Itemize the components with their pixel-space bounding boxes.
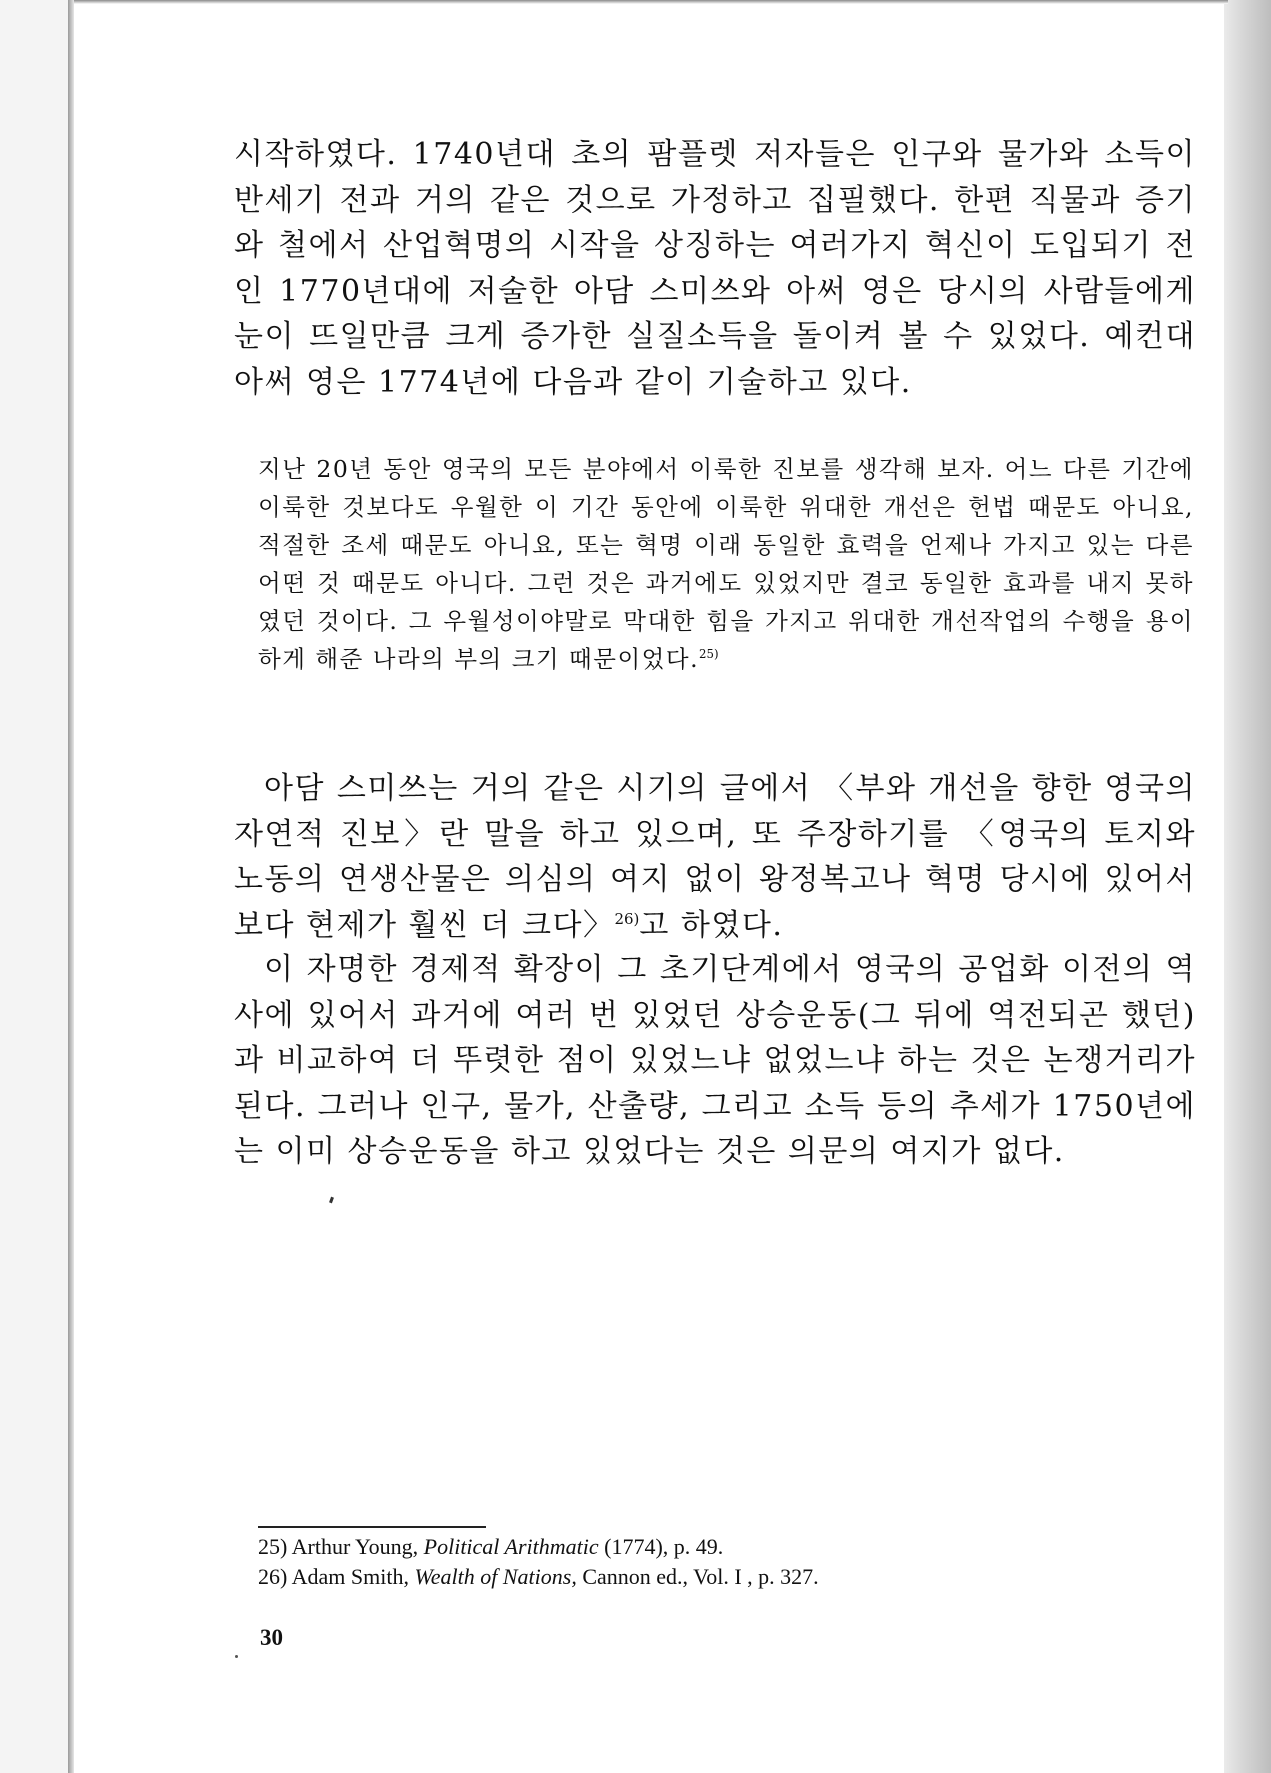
body-paragraph-3: 이 자명한 경제적 확장이 그 초기단계에서 영국의 공업화 이전의 역사에 있어서 과거에 여러 번 있었던 상승운동(그 뒤에 역전되곤 했던)과 비교하여 더 뚜렷한 점이 있었느냐 없었느냐 하는 것은 논쟁거리가 된다. 그러나 인구, 물가, 산출량, 그리고 소득 등의 추세가 1750년에는 이미 상승운동을 하고 있었다는 것은 의문의 여지가 없다.: [234, 952, 1196, 1169]
stray-speck: [235, 1655, 238, 1658]
footnote-ref-25: 25): [699, 647, 719, 662]
footnote-details: (1774), p. 49.: [604, 1534, 724, 1559]
body-paragraph-2-end: 고 하였다.: [639, 907, 784, 943]
footnote-number: 25): [258, 1534, 288, 1559]
footnote-title: Wealth of Nations,: [414, 1564, 577, 1589]
block-quote-text: 지난 20년 동안 영국의 모든 분야에서 이룩한 진보를 생각해 보자. 어느 다른 기간에 이룩한 것보다도 우월한 이 기간 동안에 이룩한 위대한 개선은 헌법 때문도 아니요, 적절한 조세 때문도 아니요, 또는 혁명 이래 동일한 효력을 언제나 가지고 있는 다른 어떤 것 때문도 아니다. 그런 것은 과거에도 있었지만 결코 동일한 효과를 내지 못하였던 것이다. 그 우월성이야말로 막대한 힘을 가지고 위대한 개선작업의 수행을 용이하게 해준 나라의 부의 크기 때문이었다.: [258, 455, 1194, 673]
footnote-details: Cannon ed., Vol. I , p. 327.: [582, 1564, 819, 1589]
body-paragraph-2: [234, 766, 1196, 948]
book-page: [74, 4, 1224, 1773]
body-paragraph-1: 시작하였다. 1740년대 초의 팜플렛 저자들은 인구와 물가와 소득이 반세기 전과 거의 같은 것으로 가정하고 집필했다. 한편 직물과 증기와 철에서 산업혁명의 시작을 상징하는 여러가지 혁신이 도입되기 전인 1770년대에 저술한 아담 스미쓰와 아써 영은 당시의 사람들에게 눈이 뜨일만큼 크게 증가한 실질소득을 돌이켜 볼 수 있었다. 예컨대 아써 영은 1774년에 다음과 같이 기술하고 있다.: [234, 137, 1196, 400]
footnote-author: Arthur Young,: [291, 1534, 419, 1559]
block-quote: [258, 450, 1194, 678]
footnote-title: Political Arithmatic: [423, 1534, 599, 1559]
footnote-author: Adam Smith,: [291, 1564, 409, 1589]
footnote-divider: [258, 1526, 486, 1528]
footnote-ref-26: 26): [614, 909, 640, 928]
footnote-number: 26): [258, 1564, 288, 1589]
footnote-26: [258, 1564, 1158, 1590]
stray-ink-mark: [329, 1197, 334, 1204]
body-paragraph-2-text: 아담 스미쓰는 거의 같은 시기의 글에서 〈부와 개선을 향한 영국의 자연적 진보〉란 말을 하고 있으며, 또 주장하기를 〈영국의 토지와 노동의 연생산물은 의심의 여지 없이 왕정복고나 혁명 당시에 있어서보다 현제가 훨씬 더 크다〉: [234, 771, 1196, 943]
footnote-25: [258, 1534, 1158, 1560]
page-number: 30: [260, 1625, 283, 1650]
